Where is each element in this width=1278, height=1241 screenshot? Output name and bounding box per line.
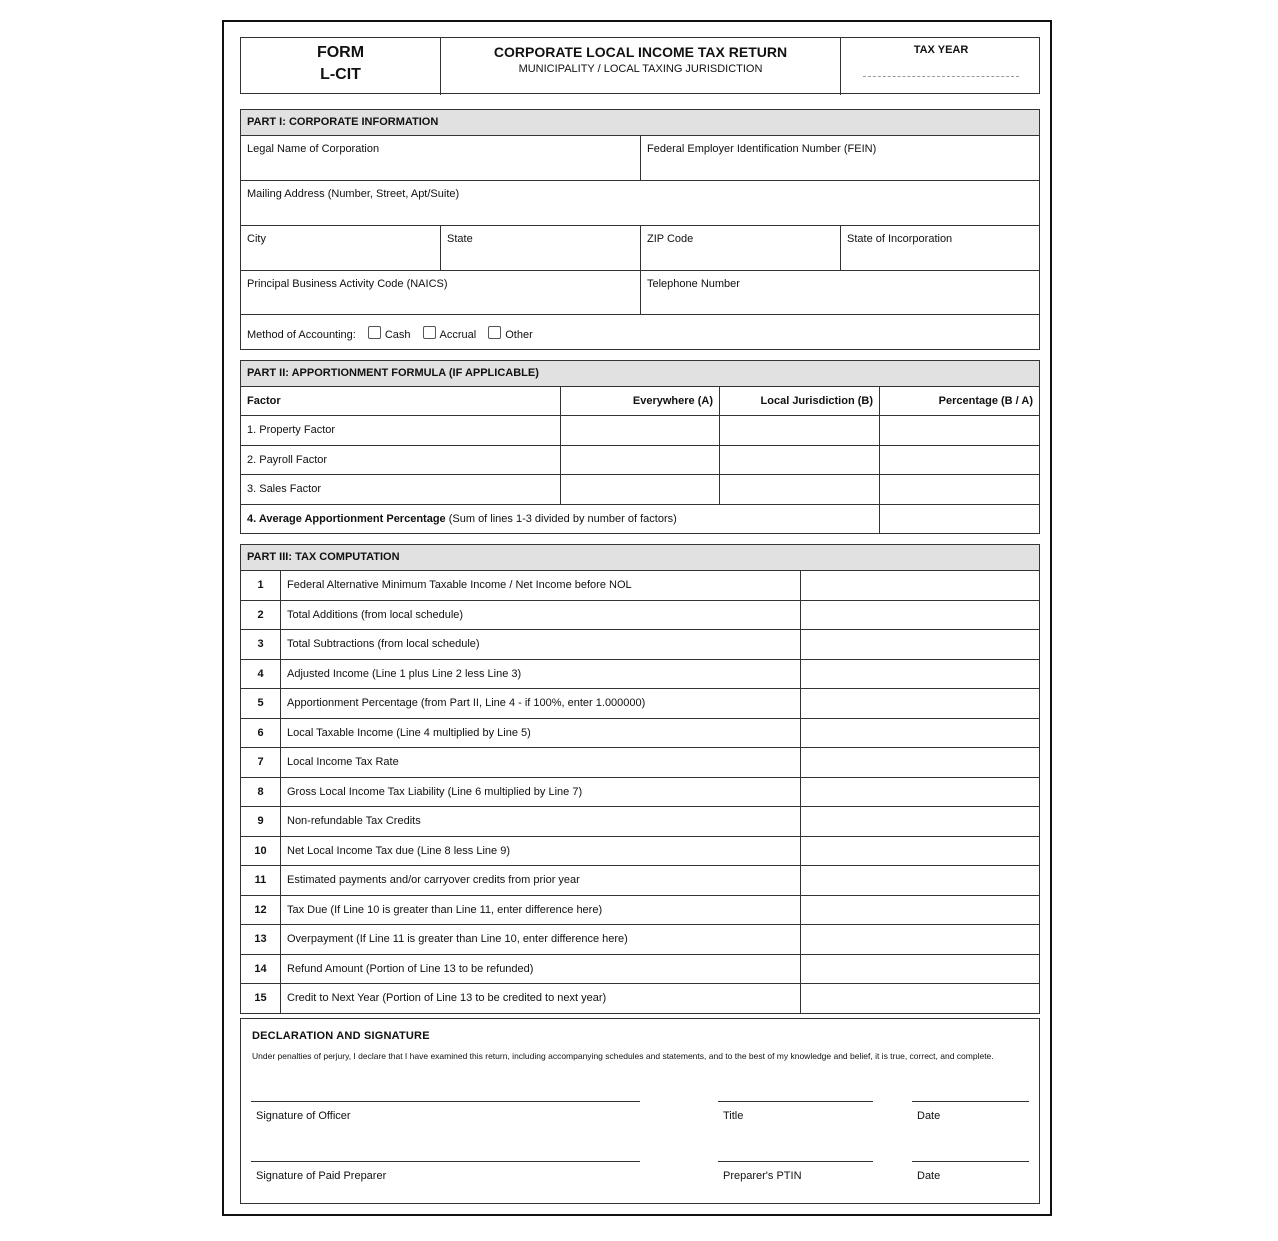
factor-header: Factor bbox=[241, 387, 561, 415]
naics-label: Principal Business Activity Code (NAICS) bbox=[247, 278, 448, 290]
tax-year-label: TAX YEAR bbox=[913, 44, 969, 56]
average-apportionment-label bbox=[241, 505, 880, 533]
form-id-box bbox=[241, 38, 441, 95]
state-label: State bbox=[447, 233, 473, 245]
form-title-box bbox=[441, 38, 841, 95]
tax-line-amount-field[interactable] bbox=[801, 571, 1039, 600]
tax-line-row bbox=[241, 719, 1039, 749]
cash-label: Cash bbox=[384, 329, 411, 341]
fein-field[interactable] bbox=[641, 136, 1039, 180]
tax-line-amount-field[interactable] bbox=[801, 601, 1039, 630]
title-label: Title bbox=[723, 1110, 744, 1122]
form-subtitle: MUNICIPALITY / LOCAL TAXING JURISDICTION bbox=[518, 63, 763, 75]
tax-line-description: Gross Local Income Tax Liability (Line 6 multiplied by Line 7) bbox=[281, 778, 801, 807]
state-field[interactable] bbox=[441, 226, 641, 270]
tax-line-description: Total Additions (from local schedule) bbox=[281, 601, 801, 630]
tax-line-number: 6 bbox=[241, 719, 281, 748]
tax-year-field[interactable] bbox=[863, 76, 1019, 77]
tax-line-number: 5 bbox=[241, 689, 281, 718]
payroll-everywhere-field[interactable] bbox=[561, 446, 720, 474]
part2-section bbox=[240, 360, 1040, 534]
legal-name-label: Legal Name of Corporation bbox=[247, 143, 380, 155]
officer-signature-line[interactable] bbox=[251, 1101, 640, 1102]
tax-line-amount-field[interactable] bbox=[801, 955, 1039, 984]
state-incorporation-label: State of Incorporation bbox=[847, 233, 953, 245]
part1-row-4 bbox=[241, 271, 1039, 315]
part1-row-3 bbox=[241, 226, 1039, 271]
average-apportionment-note: (Sum of lines 1-3 divided by number of factors) bbox=[445, 513, 677, 525]
tax-line-amount-field[interactable] bbox=[801, 630, 1039, 659]
city-field[interactable] bbox=[241, 226, 441, 270]
telephone-label: Telephone Number bbox=[647, 278, 740, 290]
accounting-method bbox=[241, 315, 1039, 349]
tax-form-page bbox=[222, 20, 1052, 1216]
fein-label: Federal Employer Identification Number (FEIN) bbox=[647, 143, 877, 155]
tax-line-number: 1 bbox=[241, 571, 281, 600]
tax-line-description: Federal Alternative Minimum Taxable Income / Net Income before NOL bbox=[281, 571, 801, 600]
tax-line-amount-field[interactable] bbox=[801, 778, 1039, 807]
form-title: CORPORATE LOCAL INCOME TAX RETURN bbox=[493, 44, 788, 60]
tax-line-amount-field[interactable] bbox=[801, 807, 1039, 836]
declaration-section bbox=[240, 1018, 1040, 1204]
officer-signature-label: Signature of Officer bbox=[256, 1110, 351, 1122]
tax-line-amount-field[interactable] bbox=[801, 896, 1039, 925]
tax-line-row bbox=[241, 689, 1039, 719]
tax-line-description: Overpayment (If Line 11 is greater than Line 10, enter difference here) bbox=[281, 925, 801, 954]
tax-line-amount-field[interactable] bbox=[801, 925, 1039, 954]
average-apportionment-row bbox=[241, 505, 1039, 533]
ptin-line[interactable] bbox=[718, 1161, 873, 1162]
part1-section bbox=[240, 109, 1040, 350]
cash-checkbox[interactable] bbox=[368, 326, 381, 339]
tax-line-description: Net Local Income Tax due (Line 8 less Line 9) bbox=[281, 837, 801, 866]
city-label: City bbox=[247, 233, 266, 245]
average-apportionment-title: 4. Average Apportionment Percentage bbox=[247, 513, 446, 525]
payroll-local-field[interactable] bbox=[720, 446, 880, 474]
tax-lines bbox=[241, 571, 1039, 1013]
tax-line-number: 8 bbox=[241, 778, 281, 807]
other-label: Other bbox=[505, 329, 533, 341]
sales-factor-label: 3. Sales Factor bbox=[241, 475, 561, 504]
tax-line-row bbox=[241, 807, 1039, 837]
tax-line-description: Apportionment Percentage (from Part II, Line 4 - if 100%, enter 1.000000) bbox=[281, 689, 801, 718]
tax-line-number: 11 bbox=[241, 866, 281, 895]
tax-line-amount-field[interactable] bbox=[801, 748, 1039, 777]
tax-line-row bbox=[241, 896, 1039, 926]
property-percentage-field[interactable] bbox=[880, 416, 1039, 445]
average-apportionment-field[interactable] bbox=[880, 505, 1039, 533]
sales-local-field[interactable] bbox=[720, 475, 880, 504]
mailing-address-label: Mailing Address (Number, Street, Apt/Suite) bbox=[247, 188, 460, 200]
property-factor-row bbox=[241, 416, 1039, 446]
part1-title: PART I: CORPORATE INFORMATION bbox=[241, 110, 1039, 136]
mailing-address-field[interactable] bbox=[241, 181, 1039, 225]
part1-row-2 bbox=[241, 181, 1039, 226]
tax-line-row bbox=[241, 866, 1039, 896]
tax-line-row bbox=[241, 984, 1039, 1013]
tax-line-description: Refund Amount (Portion of Line 13 to be refunded) bbox=[281, 955, 801, 984]
tax-line-description: Local Taxable Income (Line 4 multiplied by Line 5) bbox=[281, 719, 801, 748]
accounting-method-label: Method of Accounting: bbox=[247, 329, 356, 341]
tax-line-row bbox=[241, 778, 1039, 808]
sales-factor-row bbox=[241, 475, 1039, 505]
tax-line-row bbox=[241, 925, 1039, 955]
payroll-factor-label: 2. Payroll Factor bbox=[241, 446, 561, 474]
other-checkbox[interactable] bbox=[488, 326, 501, 339]
zip-label: ZIP Code bbox=[647, 233, 694, 245]
tax-line-number: 12 bbox=[241, 896, 281, 925]
apportionment-header-row bbox=[241, 387, 1039, 416]
tax-line-number: 15 bbox=[241, 984, 281, 1013]
tax-line-description: Credit to Next Year (Portion of Line 13 to be credited to next year) bbox=[281, 984, 801, 1013]
legal-name-field[interactable] bbox=[241, 136, 641, 180]
sales-everywhere-field[interactable] bbox=[561, 475, 720, 504]
date1-label: Date bbox=[917, 1110, 941, 1122]
form-code: L-CIT bbox=[320, 66, 361, 83]
tax-line-number: 9 bbox=[241, 807, 281, 836]
naics-field[interactable] bbox=[241, 271, 641, 314]
accrual-checkbox[interactable] bbox=[423, 326, 436, 339]
part3-section bbox=[240, 544, 1040, 1014]
tax-line-description: Local Income Tax Rate bbox=[281, 748, 801, 777]
tax-line-description: Tax Due (If Line 10 is greater than Line 11, enter difference here) bbox=[281, 896, 801, 925]
tax-line-row bbox=[241, 660, 1039, 690]
property-local-field[interactable] bbox=[720, 416, 880, 445]
ptin-label: Preparer's PTIN bbox=[723, 1170, 802, 1182]
tax-line-row bbox=[241, 748, 1039, 778]
tax-line-row bbox=[241, 571, 1039, 601]
date2-label: Date bbox=[917, 1170, 941, 1182]
declaration-title: DECLARATION AND SIGNATURE bbox=[252, 1030, 430, 1042]
tax-line-number: 10 bbox=[241, 837, 281, 866]
part1-row-1 bbox=[241, 136, 1039, 181]
tax-line-amount-field[interactable] bbox=[801, 837, 1039, 866]
payroll-factor-row bbox=[241, 446, 1039, 475]
tax-line-row bbox=[241, 601, 1039, 631]
tax-line-row bbox=[241, 955, 1039, 985]
tax-line-description: Non-refundable Tax Credits bbox=[281, 807, 801, 836]
tax-line-number: 2 bbox=[241, 601, 281, 630]
tax-line-description: Adjusted Income (Line 1 plus Line 2 less Line 3) bbox=[281, 660, 801, 689]
sales-percentage-field[interactable] bbox=[880, 475, 1039, 504]
tax-line-amount-field[interactable] bbox=[801, 866, 1039, 895]
declaration-text: Under penalties of perjury, I declare that I have examined this return, including accompanying schedules and statements, and to the best of my knowledge and belief, it is true, correct, and complete. bbox=[252, 1051, 994, 1061]
property-everywhere-field[interactable] bbox=[561, 416, 720, 445]
tax-line-amount-field[interactable] bbox=[801, 984, 1039, 1013]
everywhere-header: Everywhere (A) bbox=[561, 387, 720, 415]
state-incorporation-field[interactable] bbox=[841, 226, 1039, 270]
tax-line-number: 4 bbox=[241, 660, 281, 689]
part3-title: PART III: TAX COMPUTATION bbox=[241, 545, 1039, 571]
date2-line[interactable] bbox=[912, 1161, 1029, 1162]
accounting-method-row bbox=[241, 315, 1039, 349]
tax-line-number: 3 bbox=[241, 630, 281, 659]
payroll-percentage-field[interactable] bbox=[880, 446, 1039, 474]
tax-line-number: 14 bbox=[241, 955, 281, 984]
tax-line-amount-field[interactable] bbox=[801, 719, 1039, 748]
property-factor-label: 1. Property Factor bbox=[241, 416, 561, 445]
tax-line-number: 7 bbox=[241, 748, 281, 777]
form-header bbox=[240, 37, 1040, 94]
form-label: FORM bbox=[316, 44, 365, 61]
title-line[interactable] bbox=[718, 1101, 873, 1102]
part2-title: PART II: APPORTIONMENT FORMULA (IF APPLICABLE) bbox=[241, 361, 1039, 387]
tax-year-box[interactable] bbox=[841, 38, 1041, 95]
tax-line-description: Total Subtractions (from local schedule) bbox=[281, 630, 801, 659]
preparer-signature-line[interactable] bbox=[251, 1161, 640, 1162]
local-jurisdiction-header: Local Jurisdiction (B) bbox=[720, 387, 880, 415]
tax-line-row bbox=[241, 630, 1039, 660]
accrual-label: Accrual bbox=[439, 329, 477, 341]
tax-line-number: 13 bbox=[241, 925, 281, 954]
tax-line-row bbox=[241, 837, 1039, 867]
date1-line[interactable] bbox=[912, 1101, 1029, 1102]
tax-line-description: Estimated payments and/or carryover credits from prior year bbox=[281, 866, 801, 895]
tax-line-amount-field[interactable] bbox=[801, 660, 1039, 689]
telephone-field[interactable] bbox=[641, 271, 1039, 314]
preparer-signature-label: Signature of Paid Preparer bbox=[256, 1170, 387, 1182]
percentage-header: Percentage (B / A) bbox=[938, 395, 1033, 407]
zip-field[interactable] bbox=[641, 226, 841, 270]
tax-line-amount-field[interactable] bbox=[801, 689, 1039, 718]
